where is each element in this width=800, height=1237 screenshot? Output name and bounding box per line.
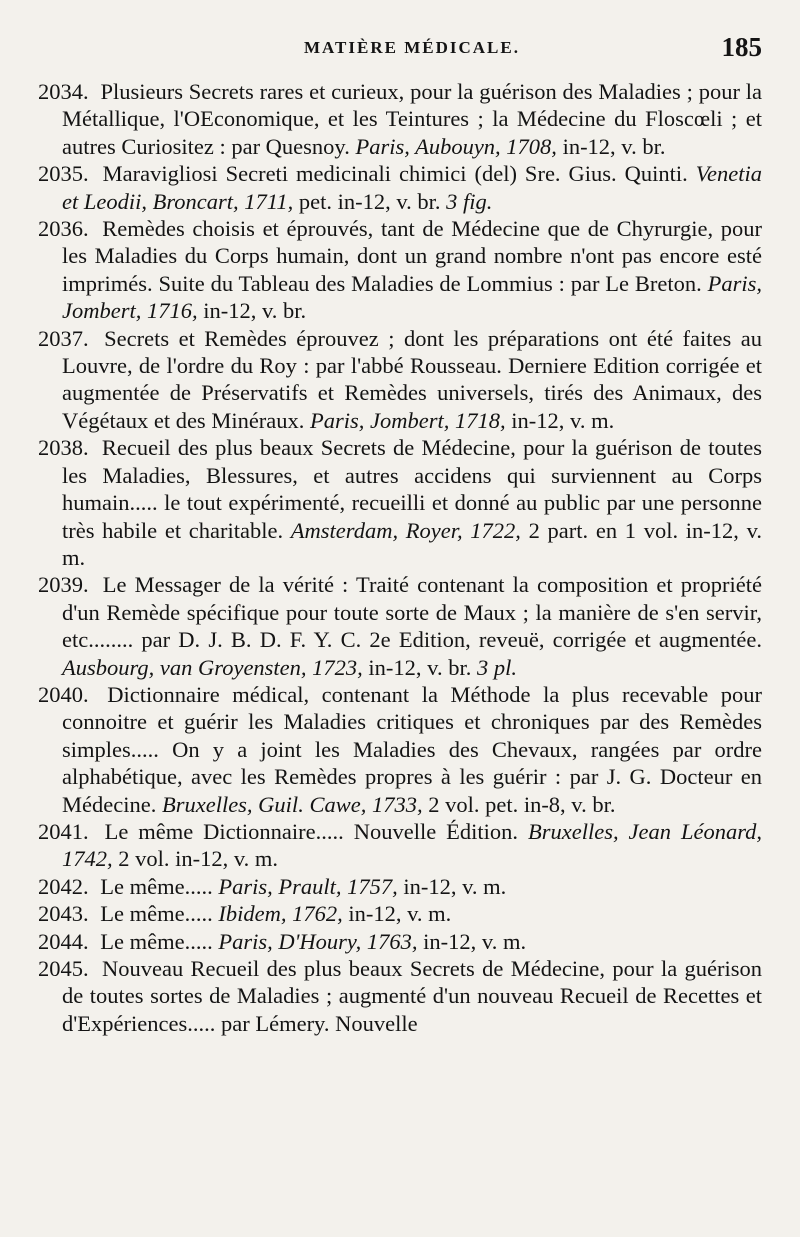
entry-number: 2044. <box>38 928 89 954</box>
entry-title: Dictionnaire médical, contenant la Méthode la plus recevable pour connoitre et guérir les Maladies critiques et chroniques par des Remèdes simples..... On y a joint les Maladies des Chevaux, rangées par ordre alphabétique, avec les Remèdes propres à les guérir : par J. G. Docteur en Médecine. <box>62 681 763 817</box>
entry-number: 2034. <box>38 79 89 104</box>
entry-format: in-12, v. br. <box>562 133 666 159</box>
entry-format: in-12, v. br. <box>368 654 472 680</box>
catalogue-entry <box>38 681 763 818</box>
entry-number: 2043. <box>38 901 89 927</box>
entry-imprint: Paris, D'Houry, 1763, <box>218 928 418 954</box>
entry-title: Secrets et Remèdes éprouvez ; dont les préparations ont été faites au Louvre, de l'ordre du Roy : par l'abbé Rousseau. Derniere Edition corrigée et augmentée de Préservatifs et Remèdes universels, tirés des Animaux, des Végétaux et des Minéraux. <box>62 325 763 433</box>
catalogue-entry <box>38 900 762 927</box>
entry-title: Le même Dictionnaire..... Nouvelle Édition. <box>104 818 519 844</box>
entry-format: in-12, v. m. <box>423 928 527 954</box>
page-number: 185 <box>721 32 762 62</box>
entry-title: Le même..... <box>100 873 213 899</box>
running-title: MATIÈRE MÉDICALE. <box>304 38 520 57</box>
entry-note: 3 fig. <box>446 188 493 214</box>
entry-format: 2 vol. in-12, v. m. <box>118 846 279 872</box>
entry-format: in-12, v. m. <box>403 873 507 899</box>
entry-number: 2040. <box>38 681 89 707</box>
entry-title: Recueil des plus beaux Secrets de Médecine, pour la guérison de toutes les Maladies, Blessures, et autres accidens qui surviennent au Corps humain..... le tout expérimenté, recueilli et donné au public par une personne très habile et charitable. <box>62 435 762 543</box>
entry-format: in-12, v. br. <box>203 298 307 324</box>
entry-imprint: Bruxelles, Guil. Cawe, 1733, <box>161 791 423 817</box>
entry-format: 2 vol. pet. in-8, v. br. <box>428 791 616 817</box>
entry-title: Le Messager de la vérité : Traité contenant la composition et propriété d'un Remède spécifique pour toute sorte de Maux ; la manière de s'en servir, etc........ par D. J. B. D. F. Y. C. 2e Edition, reveuë, corrigée et augmentée. <box>62 572 763 653</box>
entry-imprint: Bruxelles, Jean Léonard, 1742, <box>62 818 762 872</box>
entry-title: Nouveau Recueil des plus beaux Secrets de Médecine, pour la guérison de toutes sortes de Maladies ; augmenté d'un nouveau Recueil de Recettes et d'Expériences..... par Lémery. Nouvelle <box>62 956 763 1036</box>
entry-imprint: Ibidem, 1762, <box>218 901 343 927</box>
entry-number: 2035. <box>38 161 89 187</box>
catalogue-entry <box>38 873 762 900</box>
entry-number: 2041. <box>38 818 89 844</box>
catalogue-entry <box>38 215 762 325</box>
catalogue-entry <box>38 928 762 955</box>
entry-title: Maravigliosi Secreti medicinali chimici (del) Sre. Gius. Quinti. <box>102 161 688 187</box>
entry-imprint: Paris, Prault, 1757, <box>218 873 398 899</box>
entry-number: 2037. <box>38 325 89 351</box>
entry-note: 3 pl. <box>476 654 517 680</box>
catalogue-entry <box>38 571 763 681</box>
catalogue-entry <box>38 78 762 160</box>
catalogue-entry <box>38 434 762 571</box>
page-header <box>62 34 762 74</box>
catalogue-entry <box>38 325 763 435</box>
entry-imprint: Paris, Jombert, 1716, <box>62 270 762 324</box>
entry-imprint: Amsterdam, Royer, 1722, <box>290 517 521 543</box>
entry-number: 2045. <box>38 956 89 981</box>
catalogue-entry <box>38 818 762 873</box>
entry-title: Le même..... <box>100 901 213 927</box>
entry-format: in-12, v. m. <box>511 407 615 433</box>
entry-format: pet. in-12, v. br. <box>298 188 441 214</box>
entry-number: 2039. <box>38 572 89 598</box>
catalogue-entry <box>38 955 763 1037</box>
entry-title: Le même..... <box>100 928 213 954</box>
entry-imprint: Ausbourg, van Groyensten, 1723, <box>62 654 363 680</box>
entry-number: 2036. <box>38 216 89 242</box>
entry-imprint: Paris, Jombert, 1718, <box>310 407 506 433</box>
entry-imprint: Paris, Aubouyn, 1708, <box>355 133 557 159</box>
entry-format: in-12, v. m. <box>348 901 452 927</box>
entry-number: 2038. <box>38 435 89 461</box>
entry-title: Plusieurs Secrets rares et curieux, pour la guérison des Maladies ; pour la Métallique, l'OEconomique, et les Teintures ; la Médecine du Floscœli ; et autres Curiositez : par Quesnoy. <box>62 79 762 159</box>
catalogue-entry <box>38 160 763 215</box>
entry-imprint: Venetia et Leodii, Broncart, 1711, <box>62 161 763 214</box>
entry-title: Remèdes choisis et éprouvés, tant de Médecine que de Chyrurgie, pour les Maladies du Corps humain, dont un grand nombre n'ont pas encore esté imprimés. Suite du Tableau des Maladies de Lommius : par Le Breton. <box>62 216 762 296</box>
entry-number: 2042. <box>38 873 89 899</box>
entry-format: 2 part. en 1 vol. in-12, v. m. <box>62 517 762 570</box>
catalogue-entries <box>38 78 763 1037</box>
